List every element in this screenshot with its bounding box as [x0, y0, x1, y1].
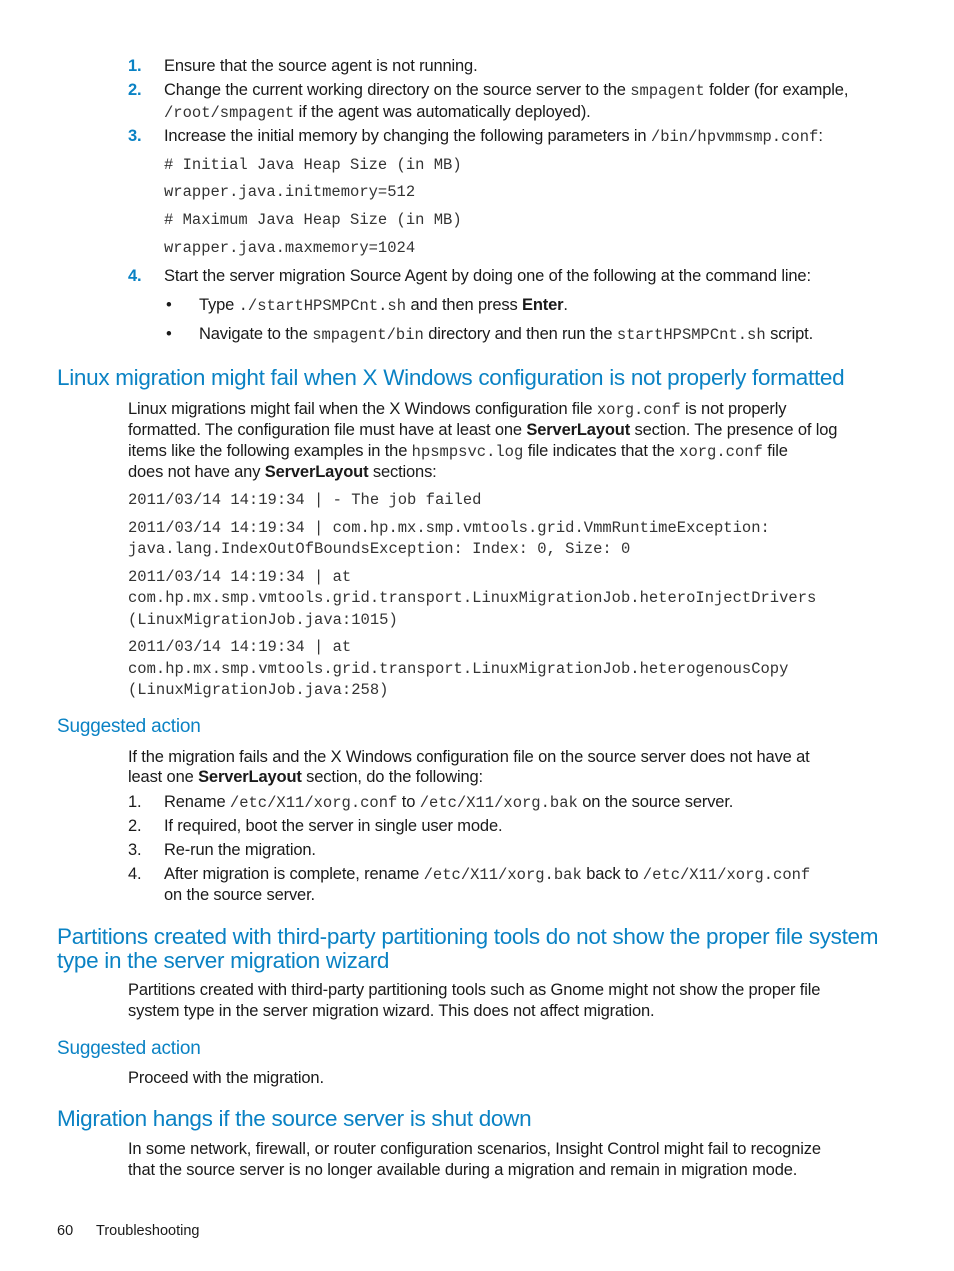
step-text [164, 80, 848, 102]
code-inline: /etc/X11/xorg.bak [419, 794, 578, 812]
code-inline: /root/smpagent [164, 104, 295, 122]
bullet-text-part: Navigate to the [199, 325, 313, 343]
log-line: com.hp.mx.smp.vmtools.grid.transport.LinuxMigrationJob.heteroInjectDrivers [128, 589, 817, 607]
step-text-part: : [818, 127, 823, 145]
step-number: 2. [128, 817, 142, 835]
text-part: Linux migrations might fail when the X Windows configuration file [128, 400, 597, 418]
step-text [164, 792, 733, 814]
text-part: section, do the following: [301, 768, 483, 786]
bullet-text [199, 295, 568, 317]
step-text: Ensure that the source agent is not running. [164, 57, 478, 75]
section-heading: Linux migration might fail when X Windows configuration is not properly formatted [57, 365, 845, 390]
config-line: # Maximum Java Heap Size (in MB) [164, 211, 462, 229]
code-inline: /etc/X11/xorg.conf [229, 794, 398, 812]
step-text: If required, boot the server in single user mode. [164, 817, 503, 835]
step-text-part: back to [581, 865, 643, 883]
bold-term: Enter [521, 296, 564, 314]
paragraph-line: In some network, firewall, or router configuration scenarios, Insight Control might fail to recognize [128, 1140, 821, 1158]
paragraph-line [128, 441, 788, 463]
step-number: 3. [128, 841, 142, 859]
step-text-part: folder (for example, [704, 81, 849, 99]
bullet-text-part: . [563, 296, 568, 314]
paragraph-line: system type in the server migration wizard. This does not affect migration. [128, 1002, 655, 1020]
log-line: 2011/03/14 14:19:34 | at [128, 568, 352, 586]
text-part: does not have any [128, 463, 265, 481]
bullet-icon: • [166, 325, 172, 343]
section-heading: Migration hangs if the source server is shut down [57, 1106, 532, 1131]
code-inline: ./startHPSMPCnt.sh [238, 297, 407, 315]
bullet-text-part: script. [765, 325, 814, 343]
text-part: section. The presence of log [630, 421, 838, 439]
code-inline: smpagent/bin [312, 326, 424, 344]
step-text-part: on the source server. [577, 793, 734, 811]
step-text-continued: on the source server. [164, 886, 315, 904]
step-number: 2. [128, 81, 142, 99]
paragraph-line: that the source server is no longer available during a migration and remain in migration mode. [128, 1161, 798, 1179]
code-inline: startHPSMPCnt.sh [616, 326, 766, 344]
step-text-part: to [397, 793, 420, 811]
bold-term: ServerLayout [526, 421, 631, 439]
code-inline: /bin/hpvmmsmp.conf [650, 128, 819, 146]
config-line: # Initial Java Heap Size (in MB) [164, 156, 462, 174]
text-part: items like the following examples in the [128, 442, 412, 460]
text-part: file [762, 442, 788, 460]
bullet-text-part: directory and then run the [423, 325, 617, 343]
page-number: 60 [57, 1223, 74, 1239]
section-heading: Partitions created with third-party partitioning tools do not show the proper file system [57, 924, 879, 949]
step-text-part: After migration is complete, rename [164, 865, 424, 883]
step-text-continued [164, 102, 591, 124]
paragraph-line [128, 399, 786, 421]
log-line: (LinuxMigrationJob.java:258) [128, 681, 389, 699]
step-text-part: Increase the initial memory by changing the following parameters in [164, 127, 651, 145]
footer-label: Troubleshooting [96, 1223, 200, 1239]
text-part: least one [128, 768, 199, 786]
section-heading-continued: type in the server migration wizard [57, 948, 390, 973]
text-part: sections: [368, 463, 437, 481]
bold-term: ServerLayout [198, 768, 302, 786]
code-inline: smpagent [630, 82, 705, 100]
step-number: 1. [128, 57, 142, 75]
subsection-heading: Suggested action [57, 1038, 201, 1059]
subsection-heading: Suggested action [57, 716, 201, 737]
code-inline: /etc/X11/xorg.conf [642, 866, 811, 884]
log-line: (LinuxMigrationJob.java:1015) [128, 611, 398, 629]
code-inline: /etc/X11/xorg.bak [423, 866, 582, 884]
step-text-part: Change the current working directory on the source server to the [164, 81, 631, 99]
text-part: is not properly [680, 400, 787, 418]
step-text: Re-run the migration. [164, 841, 316, 859]
paragraph-line: Partitions created with third-party partitioning tools such as Gnome might not show the proper file [128, 981, 821, 999]
paragraph-line [128, 420, 837, 441]
log-line: java.lang.IndexOutOfBoundsException: Index: 0, Size: 0 [128, 540, 631, 558]
step-number: 3. [128, 127, 142, 145]
log-line: 2011/03/14 14:19:34 | at [128, 638, 352, 656]
step-text-part: Rename [164, 793, 230, 811]
code-inline: xorg.conf [679, 443, 763, 461]
text-part: file indicates that the [523, 442, 680, 460]
log-line: 2011/03/14 14:19:34 | - The job failed [128, 491, 482, 509]
bullet-text [199, 324, 813, 346]
bullet-icon: • [166, 296, 172, 314]
paragraph-line [128, 767, 483, 788]
step-number: 4. [128, 865, 142, 883]
code-inline: xorg.conf [596, 401, 681, 419]
bullet-text-part: Type [199, 296, 239, 314]
log-line: 2011/03/14 14:19:34 | com.hp.mx.smp.vmtools.grid.VmmRuntimeException: [128, 519, 770, 537]
step-text-part: if the agent was automatically deployed). [294, 103, 591, 121]
config-line: wrapper.java.maxmemory=1024 [164, 239, 416, 257]
step-number: 4. [128, 267, 142, 285]
text-part: formatted. The configuration file must have at least one [128, 421, 527, 439]
paragraph-line: If the migration fails and the X Windows configuration file on the source server does not have at [128, 748, 810, 766]
code-inline: hpsmpsvc.log [411, 443, 524, 461]
paragraph-line [128, 462, 437, 483]
step-text: Start the server migration Source Agent by doing one of the following at the command line: [164, 267, 811, 285]
paragraph-line: Proceed with the migration. [128, 1069, 324, 1087]
bold-term: ServerLayout [264, 463, 369, 481]
bullet-text-part: and then press [406, 296, 522, 314]
config-line: wrapper.java.initmemory=512 [164, 183, 416, 201]
step-text [164, 126, 823, 148]
step-text [164, 864, 810, 886]
log-line: com.hp.mx.smp.vmtools.grid.transport.LinuxMigrationJob.heterogenousCopy [128, 660, 789, 678]
step-number: 1. [128, 793, 142, 811]
